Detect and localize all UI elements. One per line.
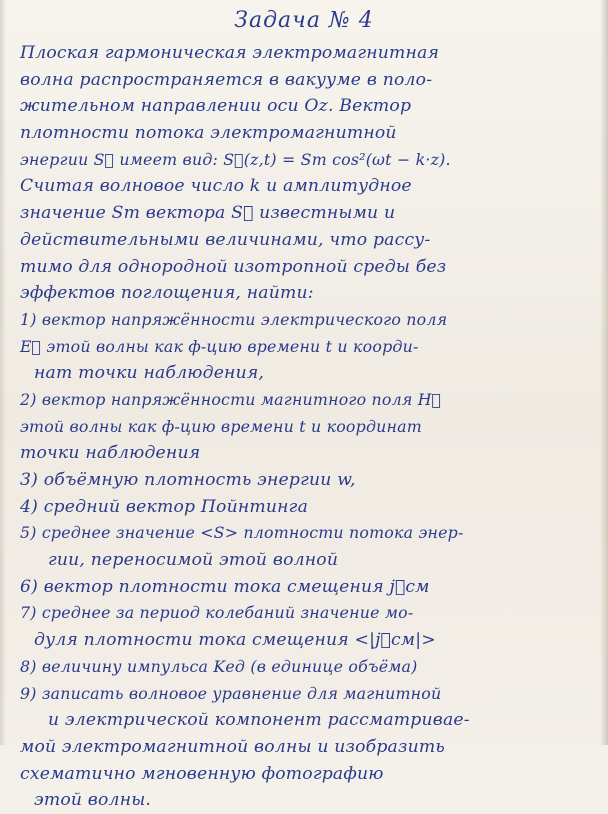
text-line: эффектов поглощения, найти:	[20, 283, 314, 304]
list-item-8: 8) величину импульса Kед (в единице объёма)	[20, 656, 418, 676]
page-edge-left	[0, 0, 6, 745]
list-item-1: 1) вектор напряжённости электрического поля	[20, 309, 448, 329]
text-line: схематично мгновенную фотографию	[20, 763, 384, 784]
text-line: тимо для однородной изотропной среды без	[20, 256, 447, 277]
list-item-3: 3) объёмную плотность энергии w,	[20, 470, 356, 490]
text-line: действительными величинами, что рассу-	[20, 229, 431, 250]
text-line: мой электромагнитной волны и изобразить	[20, 736, 445, 757]
text-line: дуля плотности тока смещения <|j⃗см|>	[34, 630, 436, 651]
problem-text	[20, 40, 595, 814]
text-line: гии, переносимой этой волной	[48, 550, 339, 571]
text-line: нат точки наблюдения,	[34, 363, 265, 384]
list-item-9: 9) записать волновое уравнение для магнитной	[20, 683, 442, 703]
text-line: этой волны как ф-цию времени t и координат	[20, 416, 422, 436]
list-item-7: 7) среднее за период колебаний значение мо-	[20, 603, 414, 623]
text-line: и электрической компонент рассматривае-	[48, 710, 470, 731]
text-line: волна распространяется в вакууме в поло-	[20, 69, 433, 90]
text-line: жительном направлении оси Oz. Вектор	[20, 96, 412, 117]
text-line: энергии S⃗ имеет вид: S⃗(z,t) = Sm cos²(ωt − k·z).	[20, 149, 451, 169]
text-line: Плоская гармоническая электромагнитная	[20, 43, 440, 63]
text-line: этой волны.	[34, 790, 152, 811]
text-line: Считая волновое число k и амплитудное	[20, 176, 412, 197]
list-item-5: 5) среднее значение <S> плотности потока энер-	[20, 523, 464, 543]
text-line: точки наблюдения	[20, 443, 201, 464]
text-line: E⃗ этой волны как ф-цию времени t и коорди-	[20, 336, 419, 356]
problem-title: Задача № 4	[234, 8, 374, 33]
list-item-4: 4) средний вектор Пойнтинга	[20, 496, 309, 517]
page-edge-right	[600, 0, 608, 745]
text-line: плотности потока электромагнитной	[20, 123, 397, 144]
list-item-6: 6) вектор плотности тока смещения j⃗см	[20, 576, 430, 597]
text-line: значение Sm вектора S⃗ известными и	[20, 203, 396, 224]
list-item-2: 2) вектор напряжённости магнитного поля H⃗	[20, 389, 442, 409]
